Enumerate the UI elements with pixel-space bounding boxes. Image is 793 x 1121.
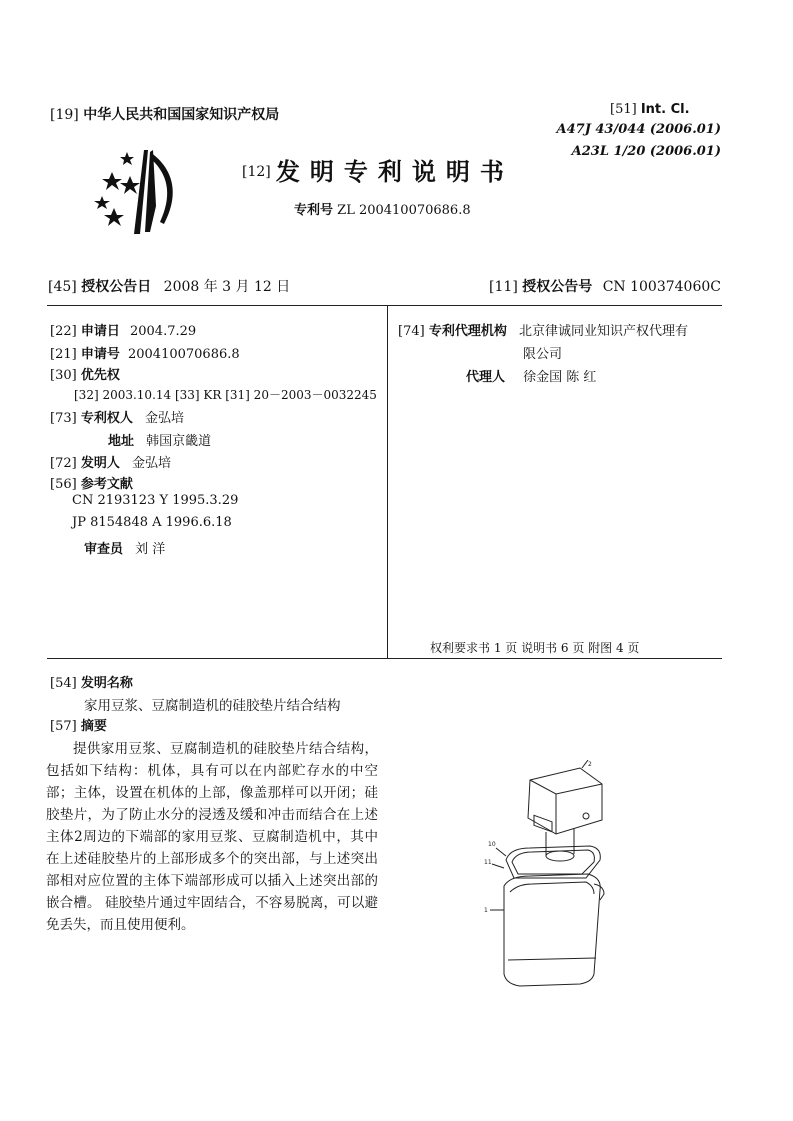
ipc-code-1: A47J 43/044 (2006.01)	[556, 122, 721, 137]
reference-item: CN 2193123 Y 1995.3.29	[72, 493, 239, 508]
address: 地址 韩国京畿道	[108, 434, 212, 449]
doc-type-title: 发明专利说明书	[275, 158, 514, 186]
references: [56] 参考文献	[50, 477, 133, 492]
divider-vertical	[387, 305, 388, 658]
agency-line2: 限公司	[523, 347, 563, 362]
ipc-code-2: A23L 1/20 (2006.01)	[571, 144, 721, 159]
reference-item: JP 8154848 A 1996.6.18	[72, 515, 232, 530]
invention-name-heading: [54] 发明名称	[50, 676, 133, 691]
machine-body	[504, 874, 600, 986]
figure-label: 11	[484, 859, 492, 866]
figure-label: 10	[488, 841, 496, 848]
abstract-heading: [57] 摘要	[50, 719, 107, 734]
application-number: [21] 申请号 200410070686.8	[50, 347, 240, 362]
agent: 代理人 徐金国 陈 红	[466, 370, 597, 385]
machine-head	[528, 768, 602, 834]
divider-top	[47, 305, 722, 306]
patentee: [73] 专利权人 金弘培	[50, 411, 184, 426]
patent-number: 专利号 ZL 200410070686.8	[294, 203, 471, 218]
control-panel	[534, 815, 552, 832]
doc-type-header: [12] 发明专利说明书	[242, 158, 514, 186]
grant-date: [45] 授权公告日 2008 年 3 月 12 日	[48, 279, 291, 295]
application-date: [22] 申请日 2004.7.29	[50, 324, 197, 339]
figure-label: 1	[484, 907, 488, 914]
priority: [30] 优先权	[50, 368, 120, 383]
figure-label: 2	[588, 761, 592, 768]
divider-bottom	[47, 658, 722, 659]
int-cl-header: [51] Int. Cl.	[610, 102, 690, 117]
inventor: [72] 发明人 金弘培	[50, 456, 171, 471]
invention-name: 家用豆浆、豆腐制造机的硅胶垫片结合结构	[84, 698, 341, 714]
grant-pub-number: [11] 授权公告号 CN 100374060C	[489, 279, 721, 295]
abstract-text: 提供家用豆浆、豆腐制造机的硅胶垫片结合结构，包括如下结构：机体，具有可以在内部贮存水的中空部；主体，设置在机体的上部，像盖那样可以开闭；硅胶垫片，为了防止水分的浸透及缓和冲击而结合在上述主体2周边的下端部的家用豆浆、豆腐制造机中，其中在上述硅胶垫片的上部形成多个的突出部，与上述突出部相对应位置的主体下端部形成可以插入上述突出部的嵌合槽。 硅胶垫片通过牢固结合，不容易脱离，可以避免丢失，而且使用便利。	[46, 741, 378, 933]
page-counts: 权利要求书 1 页 说明书 6 页 附图 4 页	[430, 641, 640, 655]
office-header: [19] 中华人民共和国国家知识产权局	[50, 107, 280, 123]
office-name: 中华人民共和国国家知识产权局	[83, 107, 280, 123]
priority-detail: [32] 2003.10.14 [33] KR [31] 20－2003－0032245	[74, 388, 377, 402]
machine-figure	[470, 760, 630, 1000]
examiner: 审查员 刘 洋	[84, 542, 166, 557]
sipo-logo	[90, 146, 210, 238]
agency: [74] 专利代理机构 北京律诚同业知识产权代理有	[398, 324, 688, 339]
